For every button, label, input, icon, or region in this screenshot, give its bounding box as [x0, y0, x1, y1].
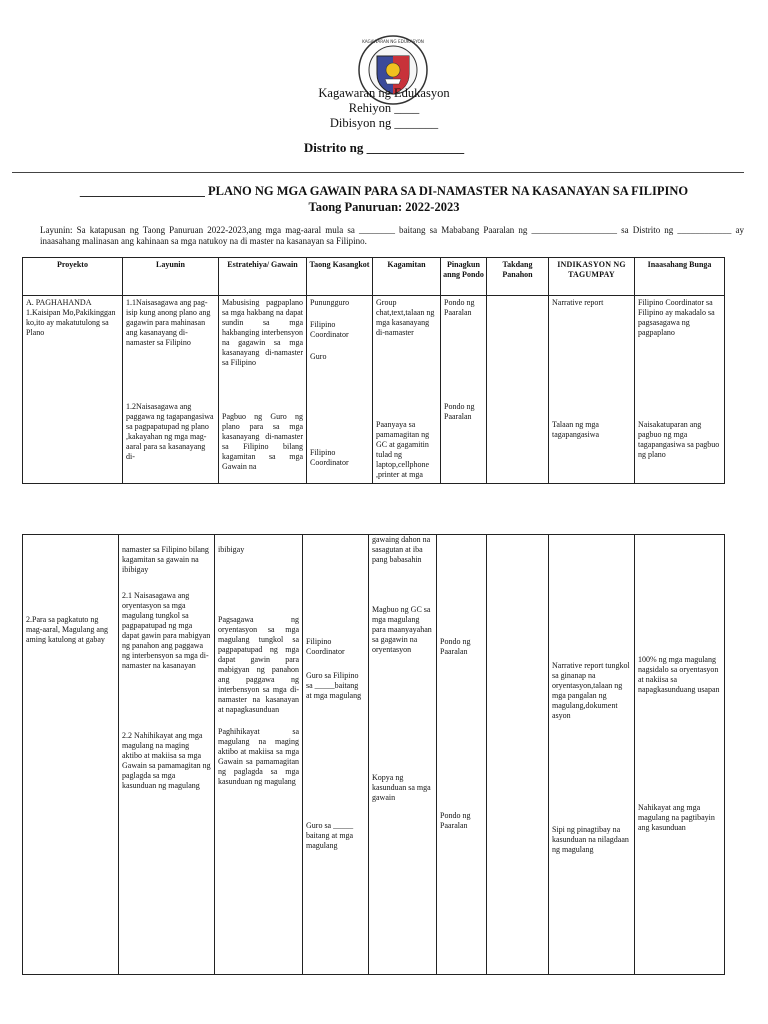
row1-bunga-b: Naisakatuparan ang pagbuo ng mga tagapangasiwa sa pagbuo ng plano	[638, 420, 720, 459]
row1-pondo-b: Pondo ng Paaralan	[444, 402, 475, 421]
row1-layunin-a: 1.1Naisasagawa ang pag-isip kung anong plano ang gagawin para mahinasan ang kasanayang di-namaster sa Filipino	[126, 298, 211, 347]
row1-taong-d: Filipino Coordinator	[310, 448, 349, 467]
plan-title: ____________________ PLANO NG MGA GAWAIN PARA SA DI-NAMASTER NA KASANAYAN SA FILIPINO	[79, 184, 689, 198]
row2-layunin-cont: namaster sa Filipino bilang kagamitan sa gawain na ibibigay	[122, 545, 209, 574]
row2-indikasyon-a: Narrative report tungkol sa ginanap na oryentasyon,talaan ng mga pangalan ng magulang,dokument asyon	[552, 661, 630, 720]
header-divider	[12, 172, 744, 173]
row1-estratehiya-b: Pagbuo ng Guro ng plano para sa mga kasanayang di-namaster sa Filipino bilang kagamitan sa mga Gawain na	[222, 412, 303, 471]
row2-taong-a: Filipino Coordinator	[306, 637, 345, 656]
row1-kagamitan-a: Group chat,text,talaan ng mga kasanayang di-namaster	[376, 298, 435, 337]
row2-layunin-a: 2.1 Naisasagawa ang oryentasyon sa mga magulang tungkol sa pagpapatupad ng mga dapat gawin para mabigyan ng panahon ang paggawa ng interbensyon sa mga di-namaster na kasanayan	[122, 591, 211, 670]
row1-bunga-a: Filipino Coordinator sa Filipino ay makadalo sa pagsasagawa ng pagpaplano	[638, 298, 715, 337]
col-indikasyon: INDIKASYON NG TAGUMPAY	[549, 258, 635, 296]
row2-indikasyon-b: Sipi ng pinagtibay na kasunduan na nilagdaan ng magulang	[552, 825, 629, 854]
row1-proyekto: A. PAGHAHANDA 1.Kaisipan Mo,Pakikinggan ko,ito ay makatutulong sa Plano	[26, 298, 116, 337]
row1-taong-a: Punungguro	[310, 298, 350, 307]
header-row	[23, 258, 725, 296]
plan-table-part1	[22, 257, 725, 484]
row2-estratehiya-a: Pagsagawa ng oryentasyon sa mga magulang tungkol sa pagpapatupad ng mga dapat gawin para mabigyan ng panahon ang paggawa ng interbensyon sa mga di-namaster na kasanayan at napagkasunduan	[218, 615, 299, 714]
row2-pondo-b: Pondo ng Paaralan	[440, 811, 471, 830]
row2-pondo-a: Pondo ng Paaralan	[440, 637, 471, 656]
objective-paragraph: Layunin: Sa katapusan ng Taong Panuruan 2022-2023,ang mga mag-aaral mula sa ________ baitang sa Mababang Paaralan ng ___________________ sa Distrito ng ____________ ay inaasahang malinasan ang kahinaan sa mga natukoy na di master na kasanayan sa Filipino.	[40, 225, 744, 246]
col-pondo: Pinagkun anng Pondo	[441, 258, 487, 296]
row2-taong-b: Guro sa Filipino sa _____baitang at mga magulang	[306, 671, 362, 700]
row2-layunin-b: 2.2 Nahihikayat ang mga magulang na maging aktibo at makiisa sa mga Gawain sa pamamagitan ng paglagda sa mga kasunduan ng magulang	[122, 731, 211, 790]
row1-layunin-b: 1.2Naisasagawa ang paggawa ng tagapangasiwa sa pagpapatupad ng plano ,kakayahan ng mga mag-aaral para sa kasanayang di-	[126, 402, 214, 461]
row2-estratehiya-b: Paghihikayat sa magulang na maging aktibo at makiisa sa mga Gawain sa pamamagitan ng paglagda sa mga kasunduan ng magulang	[218, 727, 299, 786]
row2-bunga-a: 100% ng mga magulang nagsidalo sa oryentasyon at nakiisa sa napagkasunduang usapan	[638, 655, 720, 694]
row1-indikasyon-b: Talaan ng mga tagapangasiwa	[552, 420, 600, 439]
district-line: Distrito ng _______________	[303, 140, 465, 155]
row2-kagamitan-cont: gawaing dahon na sasagutan at iba pang babasahin	[372, 535, 431, 564]
row2-kagamitan-b: Kopya ng kasunduan sa mga gawain	[372, 773, 431, 802]
row2-bunga-b: Nahikayat ang mga magulang na pagtibayin ang kasunduan	[638, 803, 715, 832]
row1-kagamitan-b: Paanyaya sa pamamagitan ng GC at gagamitin tulad ng laptop,cellphone ,printer at mga	[376, 420, 430, 479]
col-layunin: Layunin	[123, 258, 219, 296]
school-year: Taong Panuruan: 2022-2023	[308, 200, 460, 214]
table-row	[23, 535, 725, 975]
col-taong-kasangkot: Taong Kasangkot	[307, 258, 373, 296]
row1-estratehiya-a: Mabusising pagpaplano sa mga hakbang na dapat sundin sa mga hakbanging interbensyon na gagawin sa mga kasanayang di-namaster sa Filipino	[222, 298, 303, 367]
row2-taong-c: Guro sa _____ baitang at mga magulang	[306, 821, 354, 850]
division-line: Dibisyon ng _______	[329, 116, 439, 130]
row1-pondo-a: Pondo ng Paaralan	[444, 298, 475, 317]
plan-table-part2	[22, 534, 725, 975]
row2-estratehiya-cont: ibibigay	[218, 545, 245, 554]
col-takdang-panahon: Takdang Panahon	[487, 258, 549, 296]
row1-indikasyon-a: Narrative report	[552, 298, 604, 307]
region-line: Rehiyon ____	[348, 101, 420, 115]
row1-taong-b: Filipino Coordinator	[310, 320, 349, 339]
row2-proyekto: 2.Para sa pagkatuto ng mag-aaral, Magulang ang aming katulong at gabay	[26, 615, 108, 644]
col-estratehiya: Estratehiya/ Gawain	[219, 258, 307, 296]
col-bunga: Inaasahang Bunga	[635, 258, 725, 296]
row2-kagamitan-a: Magbuo ng GC sa mga magulang para maanyayahan sa gagawin na oryentasyon	[372, 605, 432, 654]
col-kagamitan: Kagamitan	[373, 258, 441, 296]
row1-taong-c: Guro	[310, 352, 327, 361]
svg-text:KAGAWARAN NG EDUKASYON: KAGAWARAN NG EDUKASYON	[362, 39, 424, 44]
agency-name: Kagawaran ng Edukasyon	[318, 86, 450, 100]
table-row	[23, 296, 725, 484]
col-proyekto: Proyekto	[23, 258, 123, 296]
